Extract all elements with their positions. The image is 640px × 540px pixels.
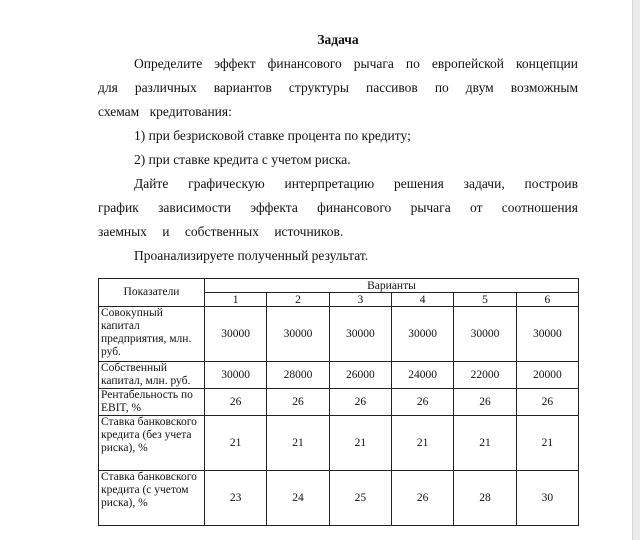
- table-cell: 20000: [516, 362, 578, 389]
- task-paragraph: Определите эффект финансового рычага по европейской концепции для различных вариантов структуры пассивов по двум возможным схемам кредитования:: [98, 56, 578, 119]
- table-cell: 28: [454, 471, 516, 526]
- table-cell: 26: [329, 389, 391, 416]
- vertical-scrollbar[interactable]: [633, 0, 640, 540]
- table-cell: 21: [516, 416, 578, 471]
- header-variants: Варианты: [205, 279, 579, 293]
- list-item-2: 2) при ставке кредита с учетом риска.: [134, 152, 351, 167]
- table-cell: 30: [516, 471, 578, 526]
- analysis-paragraph: Проанализируете полученный результат.: [134, 248, 369, 263]
- row-label: Собственный капитал, млн. руб.: [99, 362, 205, 389]
- variant-number: 5: [454, 293, 516, 307]
- document-body: [98, 28, 578, 268]
- table-cell: 30000: [516, 307, 578, 362]
- table-cell: 26: [267, 389, 329, 416]
- variant-number: 2: [267, 293, 329, 307]
- variant-number: 6: [516, 293, 578, 307]
- table-cell: 22000: [454, 362, 516, 389]
- table-cell: 30000: [267, 307, 329, 362]
- table-cell: 21: [454, 416, 516, 471]
- table-cell: 21: [205, 416, 267, 471]
- table-cell: 30000: [205, 307, 267, 362]
- table-cell: 23: [205, 471, 267, 526]
- row-label: Ставка банковского кредита (с учетом риска), %: [99, 471, 205, 526]
- document-title: Задача: [317, 32, 359, 47]
- variants-table: [98, 278, 579, 526]
- variant-number: 3: [329, 293, 391, 307]
- table-cell: 26: [391, 389, 453, 416]
- table-cell: 30000: [391, 307, 453, 362]
- row-label: Совокупный капитал предприятия, млн. руб.: [99, 307, 205, 362]
- header-indicators: Показатели: [99, 279, 205, 307]
- table-row: [99, 389, 579, 416]
- table-cell: 25: [329, 471, 391, 526]
- table-row: [99, 416, 579, 471]
- row-label: Ставка банковского кредита (без учета риска), %: [99, 416, 205, 471]
- variant-number: 1: [205, 293, 267, 307]
- table-cell: 30000: [329, 307, 391, 362]
- variant-number: 4: [391, 293, 453, 307]
- table-cell: 26: [205, 389, 267, 416]
- table-row: [99, 307, 579, 362]
- table-cell: 24: [267, 471, 329, 526]
- table-cell: 26: [516, 389, 578, 416]
- table-cell: 21: [391, 416, 453, 471]
- table-cell: 21: [267, 416, 329, 471]
- table-cell: 26: [454, 389, 516, 416]
- table-row: [99, 362, 579, 389]
- table-row: [99, 471, 579, 526]
- row-label: Рентабельность по EBIT, %: [99, 389, 205, 416]
- table-cell: 28000: [267, 362, 329, 389]
- list-item-1: 1) при безрисковой ставке процента по кредиту;: [134, 128, 411, 143]
- table-cell: 26000: [329, 362, 391, 389]
- table-cell: 26: [391, 471, 453, 526]
- table-cell: 21: [329, 416, 391, 471]
- table-cell: 30000: [205, 362, 267, 389]
- graph-instruction-paragraph: Дайте графическую интерпретацию решения задачи, построив график зависимости эффекта финансового рычага от соотношения заемных и собственных источников.: [98, 176, 578, 239]
- table-cell: 24000: [391, 362, 453, 389]
- table-cell: 30000: [454, 307, 516, 362]
